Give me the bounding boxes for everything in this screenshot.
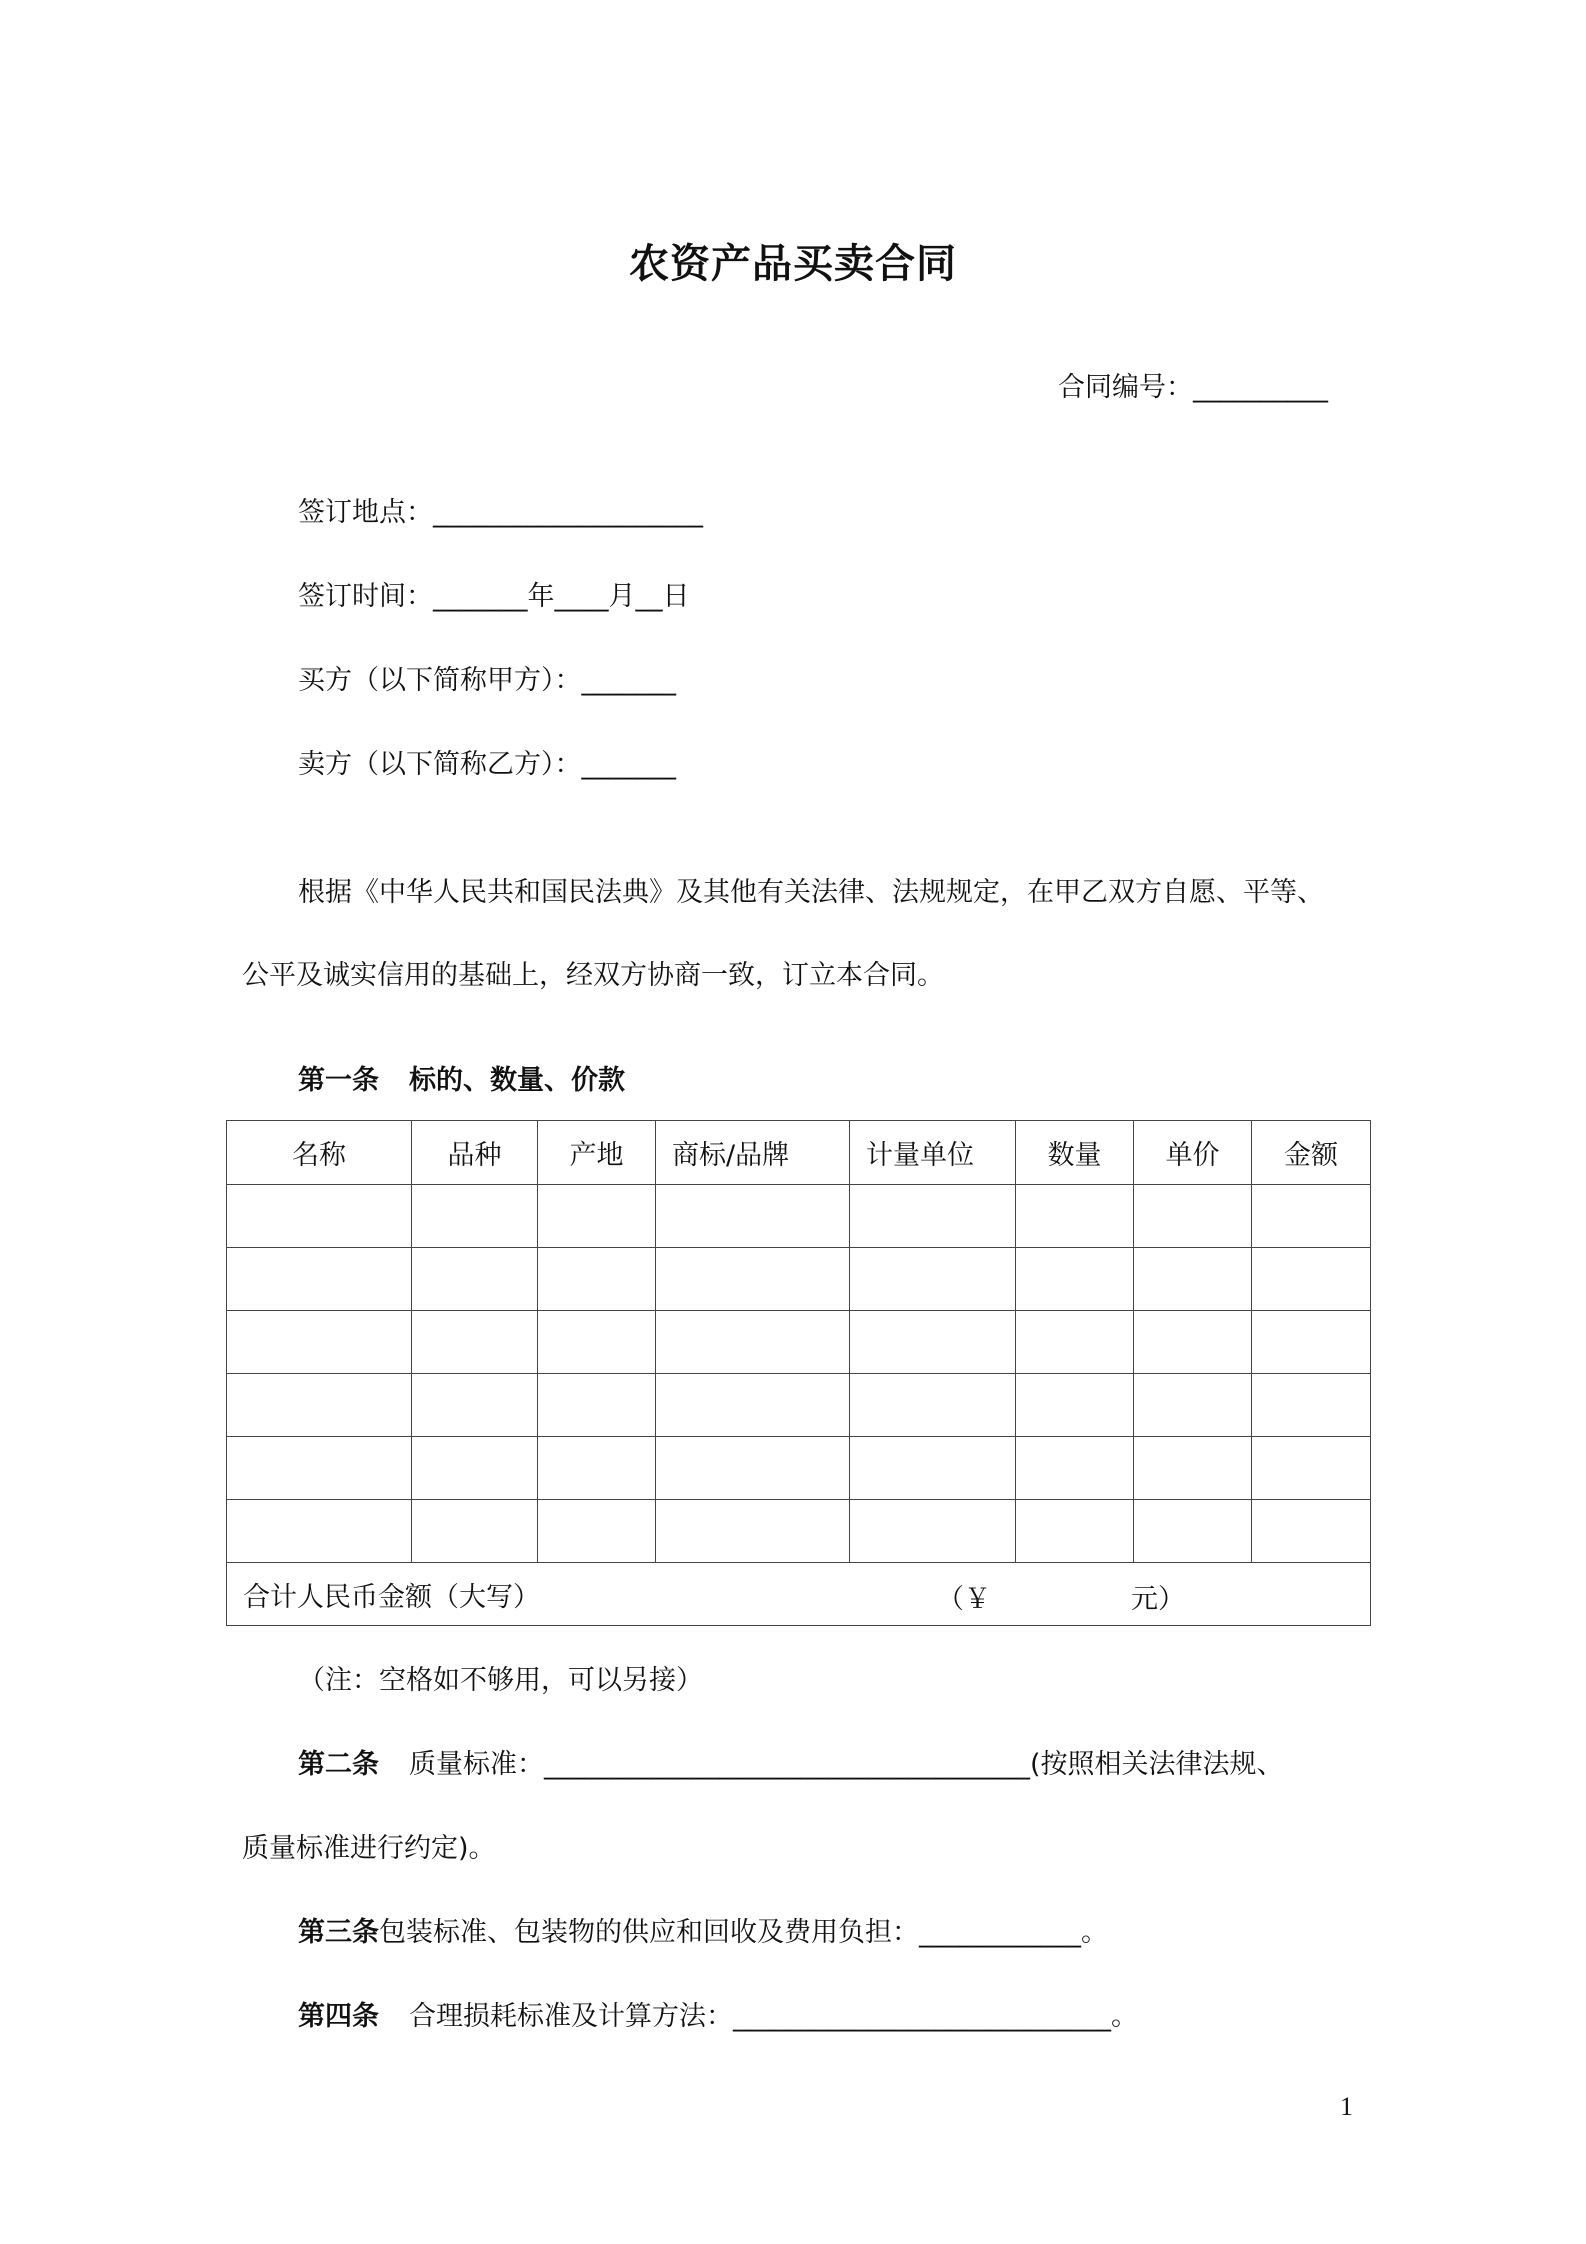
article-2-label: 第二条 bbox=[298, 1749, 379, 1780]
table-cell[interactable] bbox=[1016, 1500, 1134, 1563]
table-total-row bbox=[227, 1563, 1371, 1626]
col-header-variety: 品种 bbox=[412, 1121, 538, 1185]
table-cell[interactable] bbox=[656, 1248, 850, 1311]
article-4-line bbox=[298, 1994, 1138, 2033]
table-cell[interactable] bbox=[227, 1374, 412, 1437]
table-row bbox=[227, 1500, 1371, 1563]
goods-table bbox=[226, 1120, 1371, 1626]
table-cell[interactable] bbox=[227, 1248, 412, 1311]
table-cell[interactable] bbox=[656, 1374, 850, 1437]
table-cell[interactable] bbox=[538, 1500, 656, 1563]
col-header-name: 名称 bbox=[227, 1121, 412, 1185]
table-cell[interactable] bbox=[227, 1500, 412, 1563]
col-header-brand: 商标/品牌 bbox=[656, 1121, 850, 1185]
preamble-line-1: 根据《中华人民共和国民法典》及其他有关法律、法规规定，在甲乙双方自愿、平等、 bbox=[298, 877, 1324, 908]
table-row bbox=[227, 1248, 1371, 1311]
table-cell[interactable] bbox=[1016, 1374, 1134, 1437]
table-cell[interactable] bbox=[227, 1185, 412, 1248]
article-4-label: 第四条 bbox=[298, 2001, 379, 2032]
article-3-label: 第三条 bbox=[298, 1917, 379, 1948]
article-4-text: 合理损耗标准及计算方法：____________________________。 bbox=[409, 2001, 1138, 2032]
signing-place-line: 签订地点：____________________ bbox=[298, 497, 703, 528]
total-amount-cell[interactable] bbox=[227, 1563, 1371, 1626]
article-2-line-2: 质量标准进行约定)。 bbox=[242, 1833, 496, 1864]
article-2-line-1 bbox=[298, 1742, 1284, 1781]
col-header-unit: 计量单位 bbox=[850, 1121, 1016, 1185]
table-cell[interactable] bbox=[850, 1248, 1016, 1311]
total-amount-label: 合计人民币金额（大写） bbox=[243, 1581, 540, 1613]
table-row bbox=[227, 1311, 1371, 1374]
table-cell[interactable] bbox=[1134, 1248, 1252, 1311]
table-cell[interactable] bbox=[1016, 1185, 1134, 1248]
table-cell[interactable] bbox=[227, 1437, 412, 1500]
table-cell[interactable] bbox=[850, 1374, 1016, 1437]
table-cell[interactable] bbox=[412, 1248, 538, 1311]
table-cell[interactable] bbox=[850, 1311, 1016, 1374]
col-header-origin: 产地 bbox=[538, 1121, 656, 1185]
preamble-line-2: 公平及诚实信用的基础上，经双方协商一致，订立本合同。 bbox=[242, 960, 944, 991]
table-cell[interactable] bbox=[412, 1311, 538, 1374]
table-cell[interactable] bbox=[850, 1500, 1016, 1563]
table-header-row bbox=[227, 1121, 1371, 1185]
buyer-line: 买方（以下简称甲方）：_______ bbox=[298, 665, 676, 696]
table-cell[interactable] bbox=[538, 1374, 656, 1437]
table-cell[interactable] bbox=[656, 1437, 850, 1500]
table-row bbox=[227, 1185, 1371, 1248]
table-cell[interactable] bbox=[412, 1185, 538, 1248]
table-cell[interactable] bbox=[1016, 1311, 1134, 1374]
col-header-unit-price: 单价 bbox=[1134, 1121, 1252, 1185]
table-cell[interactable] bbox=[412, 1437, 538, 1500]
table-cell[interactable] bbox=[412, 1500, 538, 1563]
table-cell[interactable] bbox=[1134, 1374, 1252, 1437]
table-row bbox=[227, 1374, 1371, 1437]
table-cell[interactable] bbox=[1134, 1500, 1252, 1563]
table-cell[interactable] bbox=[538, 1185, 656, 1248]
table-cell[interactable] bbox=[538, 1437, 656, 1500]
table-cell[interactable] bbox=[227, 1311, 412, 1374]
table-row bbox=[227, 1437, 1371, 1500]
total-currency-symbol: （￥ bbox=[937, 1584, 991, 1615]
table-cell[interactable] bbox=[850, 1437, 1016, 1500]
article-3-text: 包装标准、包装物的供应和回收及费用负担：____________。 bbox=[379, 1917, 1108, 1948]
table-cell[interactable] bbox=[1134, 1311, 1252, 1374]
table-cell[interactable] bbox=[656, 1311, 850, 1374]
table-cell[interactable] bbox=[1252, 1185, 1371, 1248]
table-cell[interactable] bbox=[1134, 1437, 1252, 1500]
article-2-text: 质量标准：____________________________________(按照相关法律法规、 bbox=[409, 1749, 1284, 1780]
table-note: （注：空格如不够用，可以另接） bbox=[298, 1665, 703, 1696]
table-cell[interactable] bbox=[1252, 1374, 1371, 1437]
article-3-line bbox=[298, 1910, 1108, 1949]
table-cell[interactable] bbox=[1252, 1437, 1371, 1500]
total-currency-unit: 元） bbox=[1131, 1584, 1185, 1615]
article-1-label: 第一条 bbox=[298, 1065, 379, 1096]
table-cell[interactable] bbox=[1016, 1248, 1134, 1311]
table-cell[interactable] bbox=[412, 1374, 538, 1437]
table-cell[interactable] bbox=[1252, 1500, 1371, 1563]
table-cell[interactable] bbox=[1252, 1248, 1371, 1311]
table-cell[interactable] bbox=[1134, 1185, 1252, 1248]
table-cell[interactable] bbox=[538, 1311, 656, 1374]
table-cell[interactable] bbox=[1252, 1311, 1371, 1374]
contract-number-field: 合同编号：__________ bbox=[1058, 372, 1328, 403]
table-cell[interactable] bbox=[850, 1185, 1016, 1248]
table-cell[interactable] bbox=[538, 1248, 656, 1311]
article-1-text: 标的、数量、价款 bbox=[409, 1065, 625, 1096]
col-header-amount: 金额 bbox=[1252, 1121, 1371, 1185]
table-cell[interactable] bbox=[656, 1185, 850, 1248]
article-1-heading bbox=[298, 1058, 625, 1097]
document-title: 农资产品买卖合同 bbox=[629, 241, 957, 287]
table-cell[interactable] bbox=[656, 1500, 850, 1563]
seller-line: 卖方（以下简称乙方）：_______ bbox=[298, 749, 676, 780]
table-cell[interactable] bbox=[1016, 1437, 1134, 1500]
page-number: 1 bbox=[1340, 2092, 1353, 2121]
signing-date-line: 签订时间：_______年____月__日 bbox=[298, 581, 690, 612]
col-header-quantity: 数量 bbox=[1016, 1121, 1134, 1185]
